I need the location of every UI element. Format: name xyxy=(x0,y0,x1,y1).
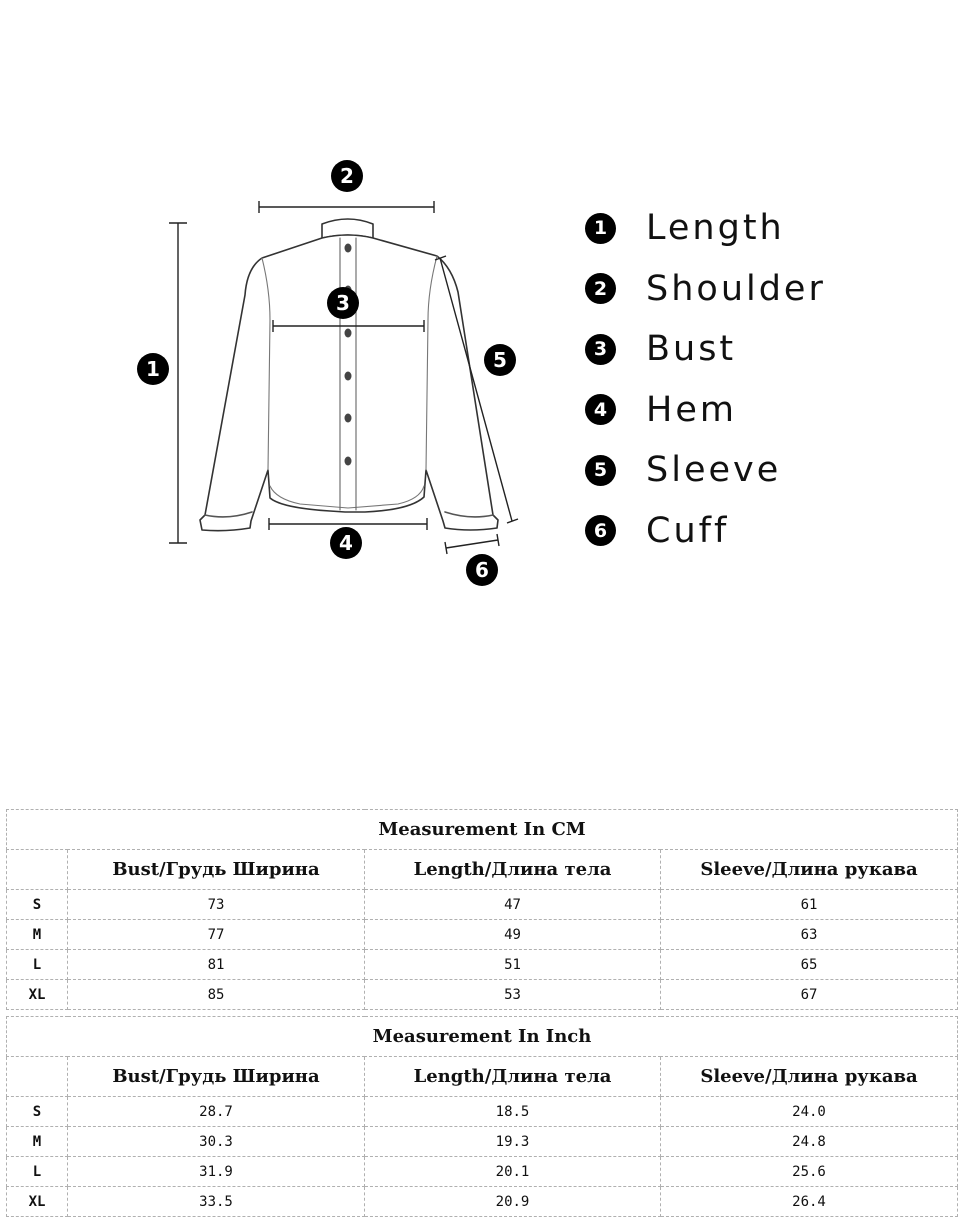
value-cell: 33.5 xyxy=(68,1187,365,1217)
column-header: Sleeve/Длина рукава xyxy=(661,1057,958,1097)
shirt-outline xyxy=(200,235,498,531)
value-cell: 81 xyxy=(68,950,365,980)
size-label: XL xyxy=(7,980,68,1010)
cuff-line xyxy=(446,540,498,548)
size-label: M xyxy=(7,920,68,950)
table-row xyxy=(7,950,958,980)
table-row xyxy=(7,1187,958,1217)
size-table-inch xyxy=(6,1016,958,1217)
value-cell: 65 xyxy=(661,950,958,980)
size-label: S xyxy=(7,1097,68,1127)
svg-text:6: 6 xyxy=(475,558,489,582)
svg-text:4: 4 xyxy=(339,531,353,555)
value-cell: 73 xyxy=(68,890,365,920)
legend-label: Bust xyxy=(646,329,737,370)
marker-bust xyxy=(327,287,359,319)
legend-item-shoulder xyxy=(585,259,945,320)
table-row xyxy=(7,980,958,1010)
legend-item-bust xyxy=(585,319,945,380)
svg-text:3: 3 xyxy=(336,291,350,315)
measurement-legend xyxy=(585,198,945,561)
legend-item-length xyxy=(585,198,945,259)
legend-label: Length xyxy=(646,208,785,249)
marker-length xyxy=(137,353,169,385)
table-title: Measurement In Inch xyxy=(7,1017,958,1057)
value-cell: 77 xyxy=(68,920,365,950)
value-cell: 28.7 xyxy=(68,1097,365,1127)
table-title: Measurement In CM xyxy=(7,810,958,850)
size-header-cell xyxy=(7,850,68,890)
value-cell: 63 xyxy=(661,920,958,950)
legend-item-hem xyxy=(585,380,945,441)
marker-cuff xyxy=(466,554,498,586)
marker-shoulder xyxy=(331,160,363,192)
column-header: Bust/Грудь Ширина xyxy=(68,850,365,890)
header-row xyxy=(7,850,958,890)
legend-label: Shoulder xyxy=(646,268,826,309)
value-cell: 31.9 xyxy=(68,1157,365,1187)
column-header: Length/Длина тела xyxy=(365,1057,661,1097)
legend-label: Hem xyxy=(646,389,737,430)
svg-text:2: 2 xyxy=(340,164,354,188)
table-row xyxy=(7,890,958,920)
size-label: L xyxy=(7,950,68,980)
legend-number: 4 xyxy=(585,394,616,425)
table-row xyxy=(7,1097,958,1127)
legend-number: 1 xyxy=(585,213,616,244)
size-label: XL xyxy=(7,1187,68,1217)
table-row xyxy=(7,1127,958,1157)
value-cell: 67 xyxy=(661,980,958,1010)
value-cell: 25.6 xyxy=(661,1157,958,1187)
legend-item-cuff xyxy=(585,501,945,562)
svg-text:5: 5 xyxy=(493,348,507,372)
column-header: Bust/Грудь Ширина xyxy=(68,1057,365,1097)
value-cell: 61 xyxy=(661,890,958,920)
legend-item-sleeve xyxy=(585,440,945,501)
value-cell: 20.1 xyxy=(365,1157,661,1187)
size-label: L xyxy=(7,1157,68,1187)
value-cell: 26.4 xyxy=(661,1187,958,1217)
value-cell: 30.3 xyxy=(68,1127,365,1157)
marker-sleeve xyxy=(484,344,516,376)
legend-number: 3 xyxy=(585,334,616,365)
value-cell: 18.5 xyxy=(365,1097,661,1127)
value-cell: 49 xyxy=(365,920,661,950)
value-cell: 47 xyxy=(365,890,661,920)
size-tables xyxy=(6,809,957,1223)
column-header: Length/Длина тела xyxy=(365,850,661,890)
legend-number: 2 xyxy=(585,273,616,304)
value-cell: 24.8 xyxy=(661,1127,958,1157)
table-row xyxy=(7,920,958,950)
marker-hem xyxy=(330,527,362,559)
value-cell: 24.0 xyxy=(661,1097,958,1127)
value-cell: 53 xyxy=(365,980,661,1010)
size-label: M xyxy=(7,1127,68,1157)
size-table-cm xyxy=(6,809,958,1010)
legend-number: 5 xyxy=(585,455,616,486)
table-row xyxy=(7,1157,958,1187)
value-cell: 51 xyxy=(365,950,661,980)
legend-label: Sleeve xyxy=(646,450,782,491)
size-header-cell xyxy=(7,1057,68,1097)
legend-label: Cuff xyxy=(646,510,730,551)
value-cell: 20.9 xyxy=(365,1187,661,1217)
header-row xyxy=(7,1057,958,1097)
legend-number: 6 xyxy=(585,515,616,546)
size-label: S xyxy=(7,890,68,920)
svg-text:1: 1 xyxy=(146,357,160,381)
column-header: Sleeve/Длина рукава xyxy=(661,850,958,890)
value-cell: 19.3 xyxy=(365,1127,661,1157)
value-cell: 85 xyxy=(68,980,365,1010)
